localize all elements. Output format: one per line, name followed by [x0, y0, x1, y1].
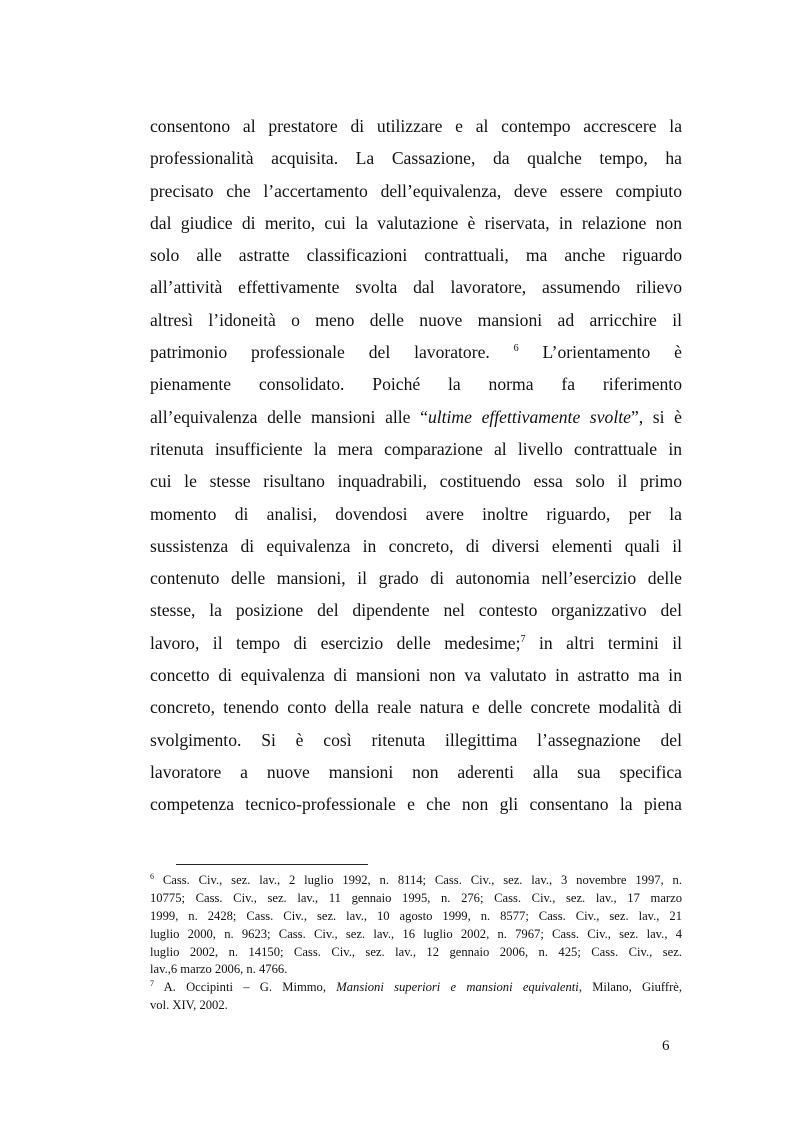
text-line: altresì l’idoneità o meno delle nuove mansioni ad arricchire il [150, 309, 682, 330]
text-segment: ”, si è [630, 406, 682, 427]
text-line: momento di analisi, dovendosi avere inoltre riguardo, per la [150, 503, 682, 524]
footnote-text: Cass. Civ., sez. lav., 2 luglio 1992, n. 8114; Cass. Civ., sez. lav., 3 novembre 1997, n. [154, 873, 682, 887]
text-line: consentono al prestatore di utilizzare e al contempo accrescere la [150, 116, 682, 136]
text-segment: in altri termini il [525, 632, 682, 653]
footnote-line [150, 872, 682, 890]
footnote-marker: 7 [150, 979, 154, 989]
footnote-text: , Milano, Giuffrè, [578, 980, 682, 995]
text-line: professionalità acquisita. La Cassazione, da qualche tempo, ha [150, 148, 682, 169]
text-line [150, 336, 682, 368]
footnote-separator [176, 864, 368, 865]
text-line [150, 627, 682, 659]
page-number: 6 [662, 1038, 670, 1054]
text-line: solo alle astratte classificazioni contrattuali, ma anche riguardo [150, 245, 682, 266]
footnote-line: vol. XIV, 2002. [150, 998, 228, 1013]
text-line: sussistenza di equivalenza in concreto, di diversi elementi quali il [150, 535, 682, 556]
footnote-marker: 6 [150, 871, 154, 881]
text-line: concreto, tenendo conto della reale natura e delle concrete modalità di [150, 697, 682, 718]
footnote-text: A. Occipinti – G. Mimmo, [154, 980, 337, 995]
text-segment: lavoro, il tempo di esercizio delle medesime; [150, 632, 521, 653]
footnote-line: 10775; Cass. Civ., sez. lav., 11 gennaio 1995, n. 276; Cass. Civ., sez. lav., 17 marzo [150, 890, 682, 905]
footnote-reference[interactable]: 6 [513, 343, 519, 355]
text-segment: all’equivalenza delle mansioni alle “ [150, 406, 428, 427]
text-line: cui le stesse risultano inquadrabili, costituendo essa solo il primo [150, 471, 682, 492]
footnote-line: luglio 2002, n. 14150; Cass. Civ., sez. lav., 12 gennaio 2006, n. 425; Cass. Civ., sez. [150, 944, 682, 959]
footnote-line: 1999, n. 2428; Cass. Civ., sez. lav., 10 agosto 1999, n. 8577; Cass. Civ., sez. lav., 21 [150, 908, 682, 923]
text-line: stesse, la posizione del dipendente nel contesto organizzativo del [150, 600, 682, 621]
italic-quote: ultime effettivamente svolte [427, 406, 631, 427]
text-line: precisato che l’accertamento dell’equivalenza, deve essere compiuto [150, 180, 682, 201]
text-line: contenuto delle mansioni, il grado di autonomia nell’esercizio delle [150, 568, 682, 589]
text-line [150, 401, 682, 433]
text-line: all’attività effettivamente svolta dal lavoratore, assumendo rilievo [150, 277, 682, 298]
text-line: pienamente consolidato. Poiché la norma fa riferimento [150, 374, 682, 395]
text-line: svolgimento. Si è così ritenuta illegittima l’assegnazione del [150, 729, 682, 750]
text-segment: patrimonio professionale del lavoratore. [150, 342, 490, 363]
text-line: concetto di equivalenza di mansioni non va valutato in astratto ma in [150, 665, 682, 686]
text-line: ritenuta insufficiente la mera comparazione al livello contrattuale in [150, 438, 682, 459]
footnote-line: lav.,6 marzo 2006, n. 4766. [150, 962, 288, 977]
footnote-line: luglio 2000, n. 9623; Cass. Civ., sez. lav., 16 luglio 2002, n. 7967; Cass. Civ., sez. lav., 4 [150, 926, 682, 941]
body-text [150, 110, 682, 821]
text-line: lavoratore a nuove mansioni non aderenti alla sua specifica [150, 761, 682, 782]
text-line: dal giudice di merito, cui la valutazione è riservata, in relazione non [150, 212, 682, 233]
footnote-line [150, 979, 682, 997]
footnote-title: Mansioni superiori e mansioni equivalenti [336, 980, 579, 995]
footnote-reference[interactable]: 7 [520, 633, 526, 645]
text-line: competenza tecnico-professionale e che non gli consentano la piena [150, 794, 682, 815]
text-segment: L’orientamento è [542, 342, 682, 363]
footnotes [150, 872, 682, 1015]
